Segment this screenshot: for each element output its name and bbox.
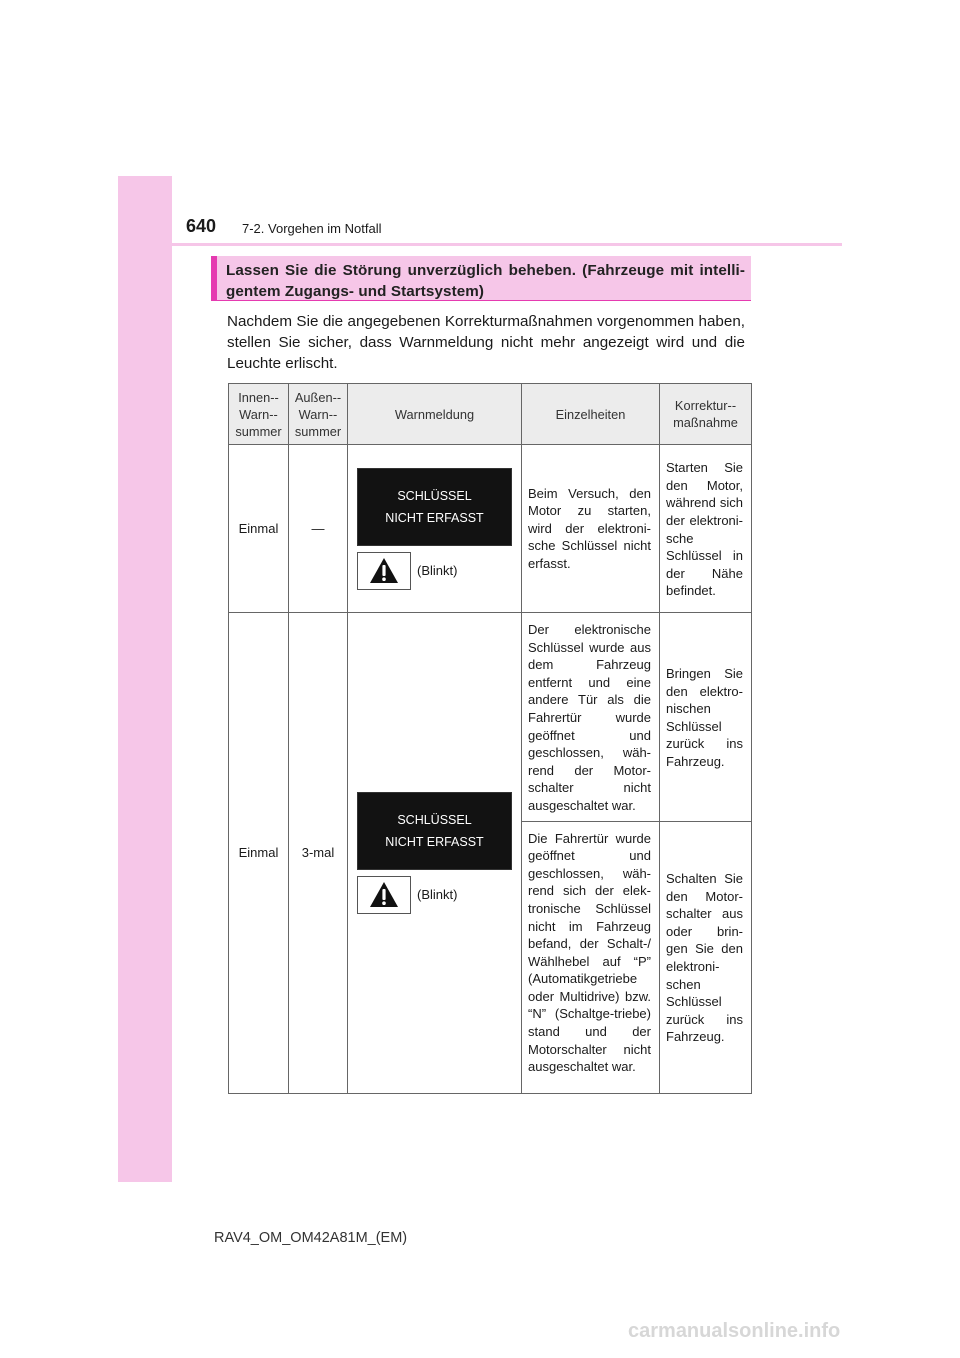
table-row bbox=[229, 613, 752, 822]
warning-triangle-icon bbox=[357, 876, 411, 914]
intro-paragraph: Nachdem Sie die angegebenen Korrekturmaßnahmen vorgenommen haben, stellen Sie sicher, dass Warnmeldung nicht mehr angezeigt wird und die Leuchte erlischt. bbox=[227, 313, 745, 372]
table-header-row bbox=[229, 384, 752, 445]
table-row bbox=[229, 445, 752, 613]
page-number: 640 bbox=[186, 216, 217, 236]
message-cell bbox=[348, 445, 522, 613]
header-action: Korrektur-maßnahme bbox=[660, 384, 752, 445]
side-band bbox=[118, 176, 172, 1182]
action-cell: Starten Sie den Motor, während sich der elektroni-sche Schlüssel in der Nähe befindet. bbox=[660, 445, 752, 613]
header-inner-buzzer: Innen-Warn-summer bbox=[229, 384, 289, 445]
footer-code: RAV4_OM_OM42A81M_(EM) bbox=[214, 1230, 408, 1246]
blink-label: (Blinkt) bbox=[417, 887, 458, 903]
warning-heading-box bbox=[211, 256, 751, 301]
inner-buzzer-cell: Einmal bbox=[229, 445, 289, 613]
header-outer-buzzer: Außen-Warn-summer bbox=[289, 384, 348, 445]
warning-heading: Lassen Sie die Störung unverzüglich beheben. (Fahrzeuge mit intelli-gentem Zugangs- und Startsystem) bbox=[226, 262, 745, 300]
details-cell: Der elektronische Schlüssel wurde aus dem Fahrzeug entfernt und eine andere Tür als die Fahrertür wurde geöffnet und geschlossen, wäh-rend der Motor-schalter nicht ausgeschaltet war. bbox=[522, 613, 660, 822]
header-details: Einzelheiten bbox=[522, 384, 660, 445]
details-cell: Beim Versuch, den Motor zu starten, wird der elektroni-sche Schlüssel nicht erfasst. bbox=[522, 445, 660, 613]
warning-indicator bbox=[357, 552, 521, 590]
action-cell: Schalten Sie den Motor-schalter aus oder brin-gen Sie den elektroni-schen Schlüssel zurück ins Fahrzeug. bbox=[660, 821, 752, 1093]
header-message: Warnmeldung bbox=[348, 384, 522, 445]
blink-label: (Blinkt) bbox=[417, 563, 458, 578]
message-cell bbox=[348, 613, 522, 1094]
outer-buzzer-cell: — bbox=[289, 445, 348, 613]
section-title: 7-2. Vorgehen im Notfall bbox=[242, 221, 382, 236]
header-rule bbox=[118, 243, 842, 246]
action-cell: Bringen Sie den elektro-nischen Schlüssel zurück ins Fahrzeug. bbox=[660, 613, 752, 822]
outer-buzzer-cell: 3-mal bbox=[289, 613, 348, 1094]
message-line-2: NICHT ERFASST bbox=[385, 510, 484, 525]
message-line-2: NICHT ERFASST bbox=[385, 834, 484, 849]
inner-buzzer-cell: Einmal bbox=[229, 613, 289, 1094]
message-display bbox=[357, 792, 512, 870]
message-display bbox=[357, 468, 512, 546]
message-line-1: SCHLÜSSEL bbox=[397, 488, 472, 503]
watermark: carmanualsonline.info bbox=[628, 1320, 841, 1342]
warning-triangle-icon bbox=[357, 552, 411, 590]
details-cell: Die Fahrertür wurde geöffnet und geschlossen, wäh-rend sich der elek-tronische Schlüssel nicht im Fahrzeug befand, der Schalt-/ Wählhebel auf “P” (Automatikgetriebe oder Multidrive) bzw. “N” (Schaltge-triebe) stand und der Motorschalter nicht ausgeschaltet war. bbox=[522, 821, 660, 1093]
warning-table bbox=[228, 383, 752, 1094]
warning-indicator bbox=[357, 876, 521, 914]
message-line-1: SCHLÜSSEL bbox=[397, 812, 472, 827]
